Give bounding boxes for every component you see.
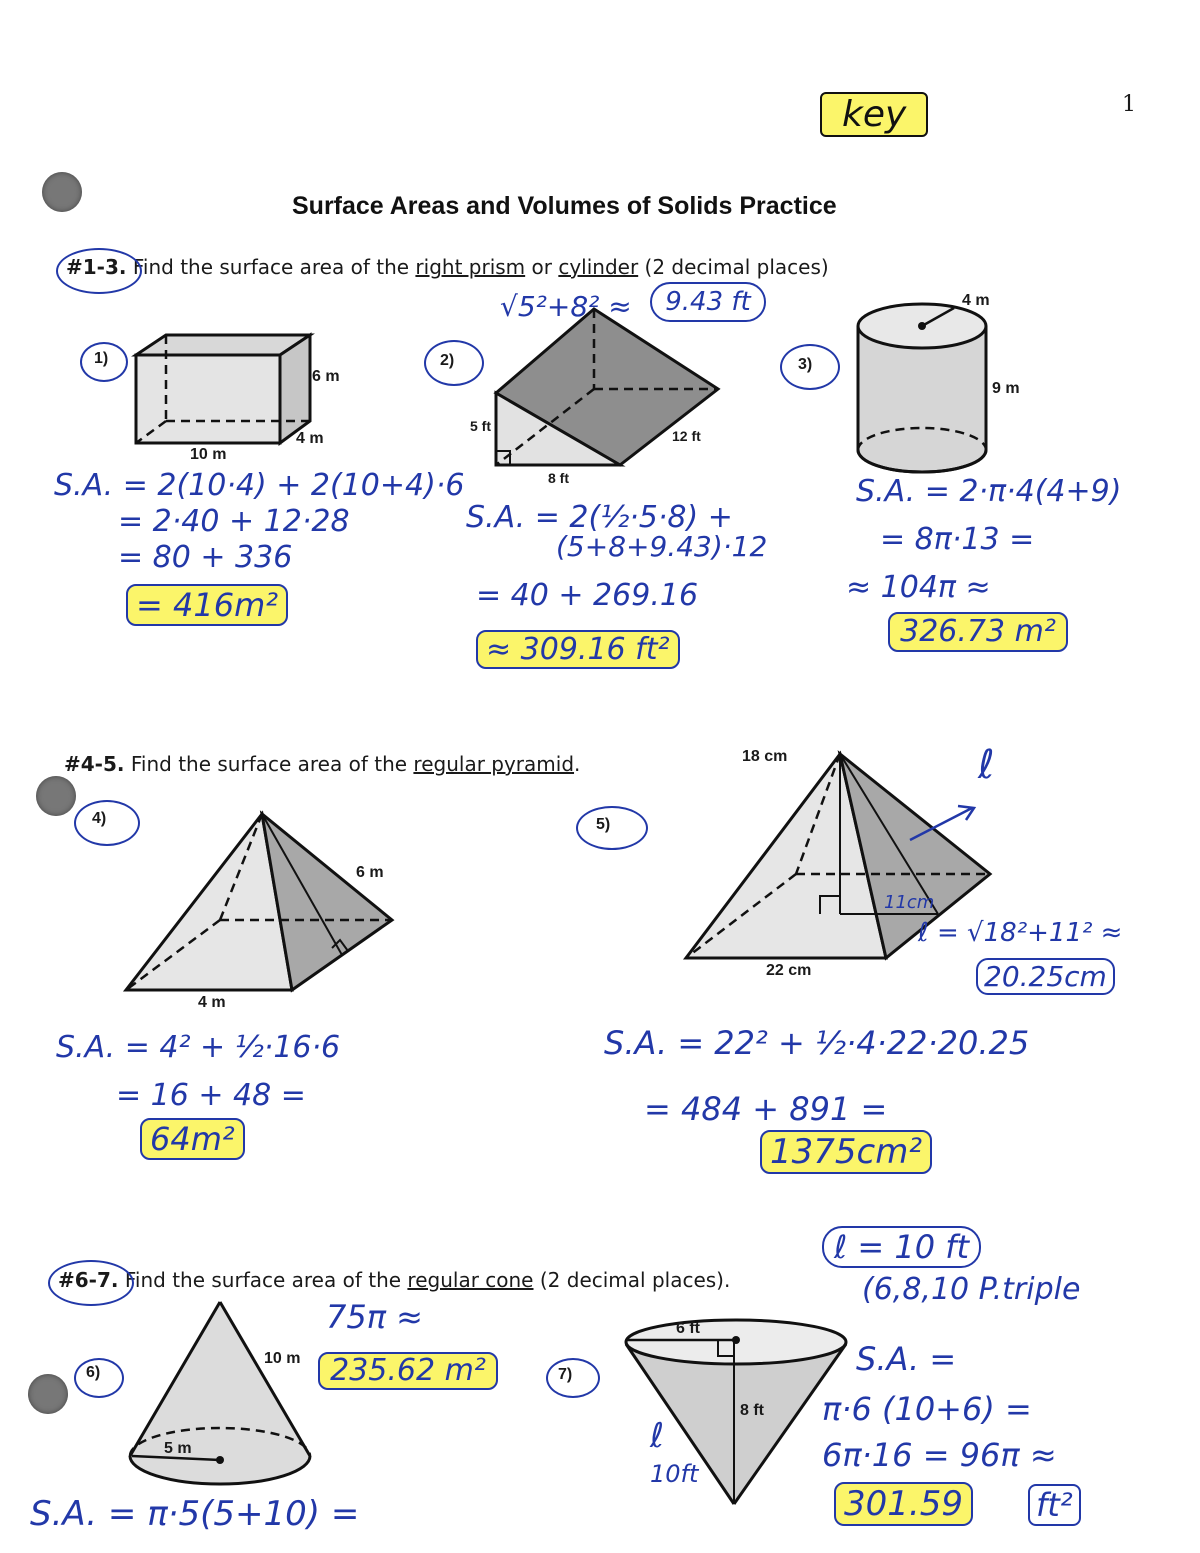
- section-3-number: #6-7.: [58, 1268, 119, 1292]
- problem-5-answer: 1375cm²: [760, 1130, 932, 1174]
- problem-6-number: 6): [86, 1364, 101, 1381]
- problem-5-slant-symbol: ℓ: [978, 742, 995, 788]
- problem-7-side-note-1: ℓ = 10 ft: [822, 1226, 981, 1268]
- problem-5-half-base-label: 11cm: [884, 892, 935, 913]
- problem-3-height-label: 9 m: [992, 380, 1020, 397]
- section-3-circle: [48, 1260, 134, 1306]
- problem-4-work-line-2: = 16 + 48 =: [116, 1078, 306, 1113]
- problem-7-side-note-2: (6,8,10 P.triple: [862, 1272, 1081, 1307]
- punch-hole-bottom: [28, 1374, 68, 1414]
- section-1-circle: [56, 248, 142, 294]
- key-label: key: [820, 92, 928, 137]
- page-title: Surface Areas and Volumes of Solids Practice: [292, 192, 837, 220]
- problem-3-answer: 326.73 m²: [888, 612, 1068, 652]
- problem-4-work-line-1: S.A. = 4² + ½·16·6: [56, 1030, 341, 1065]
- problem-3-work-line-3: ≈ 104π ≈: [846, 570, 991, 605]
- problem-4-answer: 64m²: [140, 1118, 245, 1160]
- problem-6-pi-value: 75π ≈: [326, 1298, 423, 1336]
- problem-7-work-line-3: 6π·16 = 96π ≈: [822, 1436, 1057, 1474]
- problem-3-radius-label: 4 m: [962, 292, 990, 309]
- section-1-number: #1-3.: [66, 255, 127, 279]
- problem-6-slant-label: 10 m: [264, 1350, 301, 1367]
- problem-1-number: 1): [94, 350, 109, 367]
- problem-7-work-line-1: S.A. =: [856, 1340, 957, 1378]
- problem-2-base-label: 8 ft: [548, 470, 569, 486]
- problem-7-answer: 301.59: [834, 1482, 973, 1526]
- punch-hole-top: [42, 172, 82, 212]
- problem-5-slant-value: 20.25cm: [976, 958, 1115, 995]
- problem-5-slant-work: ℓ = √18²+11² ≈: [918, 918, 1123, 948]
- problem-3-cylinder-figure: [850, 300, 1000, 480]
- problem-6-radius-label: 5 m: [164, 1440, 192, 1457]
- problem-5-work-line-1: S.A. = 22² + ½·4·22·20.25: [604, 1024, 1030, 1062]
- problem-2-answer: ≈ 309.16 ft²: [476, 630, 680, 669]
- problem-4-number: 4): [92, 810, 107, 827]
- problem-2-work-line-2: (5+8+9.43)·12: [556, 530, 768, 563]
- problem-4-pyramid-figure: [120, 808, 410, 998]
- problem-5-number: 5): [596, 816, 611, 833]
- problem-6-work-line-1: S.A. = π·5(5+10) =: [30, 1494, 360, 1534]
- section-1-instruction: #1-3. Find the surface area of the right prism or cylinder (2 decimal places): [66, 255, 829, 279]
- problem-3-number: 3): [798, 356, 813, 373]
- punch-hole-middle: [36, 776, 76, 816]
- problem-7-circle: [546, 1358, 600, 1398]
- problem-5-circle: [576, 806, 648, 850]
- problem-5-height-label: 18 cm: [742, 748, 788, 765]
- problem-7-height-label: 8 ft: [740, 1402, 764, 1419]
- problem-4-slant-label: 6 m: [356, 864, 384, 881]
- problem-1-work-line-2: = 2·40 + 12·28: [118, 504, 350, 539]
- section-2-instruction: #4-5. Find the surface area of the regular pyramid.: [64, 752, 581, 776]
- problem-2-prism-figure: [490, 305, 730, 475]
- problem-6-answer: 235.62 m²: [318, 1352, 498, 1390]
- problem-2-work-line-1: S.A. = 2(½·5·8) +: [466, 500, 733, 535]
- problem-2-work-line-3: = 40 + 269.16: [476, 578, 699, 613]
- problem-1-work-line-1: S.A. = 2(10·4) + 2(10+4)·6: [54, 468, 465, 503]
- problem-1-answer: = 416m²: [126, 584, 288, 626]
- problem-3-work-line-2: = 8π·13 =: [880, 522, 1035, 557]
- problem-7-slant-value: 10ft: [650, 1460, 699, 1488]
- problem-2-hypotenuse-value: 9.43 ft: [650, 282, 766, 322]
- problem-7-slant-symbol: ℓ: [650, 1416, 665, 1456]
- problem-1-length-label: 10 m: [190, 446, 227, 463]
- problem-2-length-label: 12 ft: [672, 428, 701, 444]
- problem-1-work-line-3: = 80 + 336: [118, 540, 293, 575]
- problem-1-height-label: 6 m: [312, 368, 340, 385]
- problem-7-number: 7): [558, 1366, 573, 1383]
- problem-7-unit: ft²: [1028, 1484, 1081, 1526]
- problem-2-hypotenuse-work: √5²+8² ≈: [500, 290, 632, 323]
- section-3-instruction: #6-7. Find the surface area of the regular cone (2 decimal places).: [58, 1268, 731, 1292]
- problem-3-work-line-1: S.A. = 2·π·4(4+9): [856, 474, 1122, 509]
- problem-5-base-label: 22 cm: [766, 962, 812, 979]
- problem-7-radius-label: 6 ft: [676, 1320, 700, 1337]
- problem-2-height-label: 5 ft: [470, 418, 491, 434]
- problem-6-cone-figure: [124, 1296, 324, 1492]
- problem-5-work-line-2: = 484 + 891 =: [644, 1090, 888, 1128]
- section-2-number: #4-5.: [64, 752, 125, 776]
- problem-1-depth-label: 4 m: [296, 430, 324, 447]
- problem-7-work-line-2: π·6 (10+6) =: [822, 1390, 1032, 1428]
- problem-4-base-label: 4 m: [198, 994, 226, 1011]
- problem-2-number: 2): [440, 352, 455, 369]
- page-number: 1: [1122, 92, 1136, 117]
